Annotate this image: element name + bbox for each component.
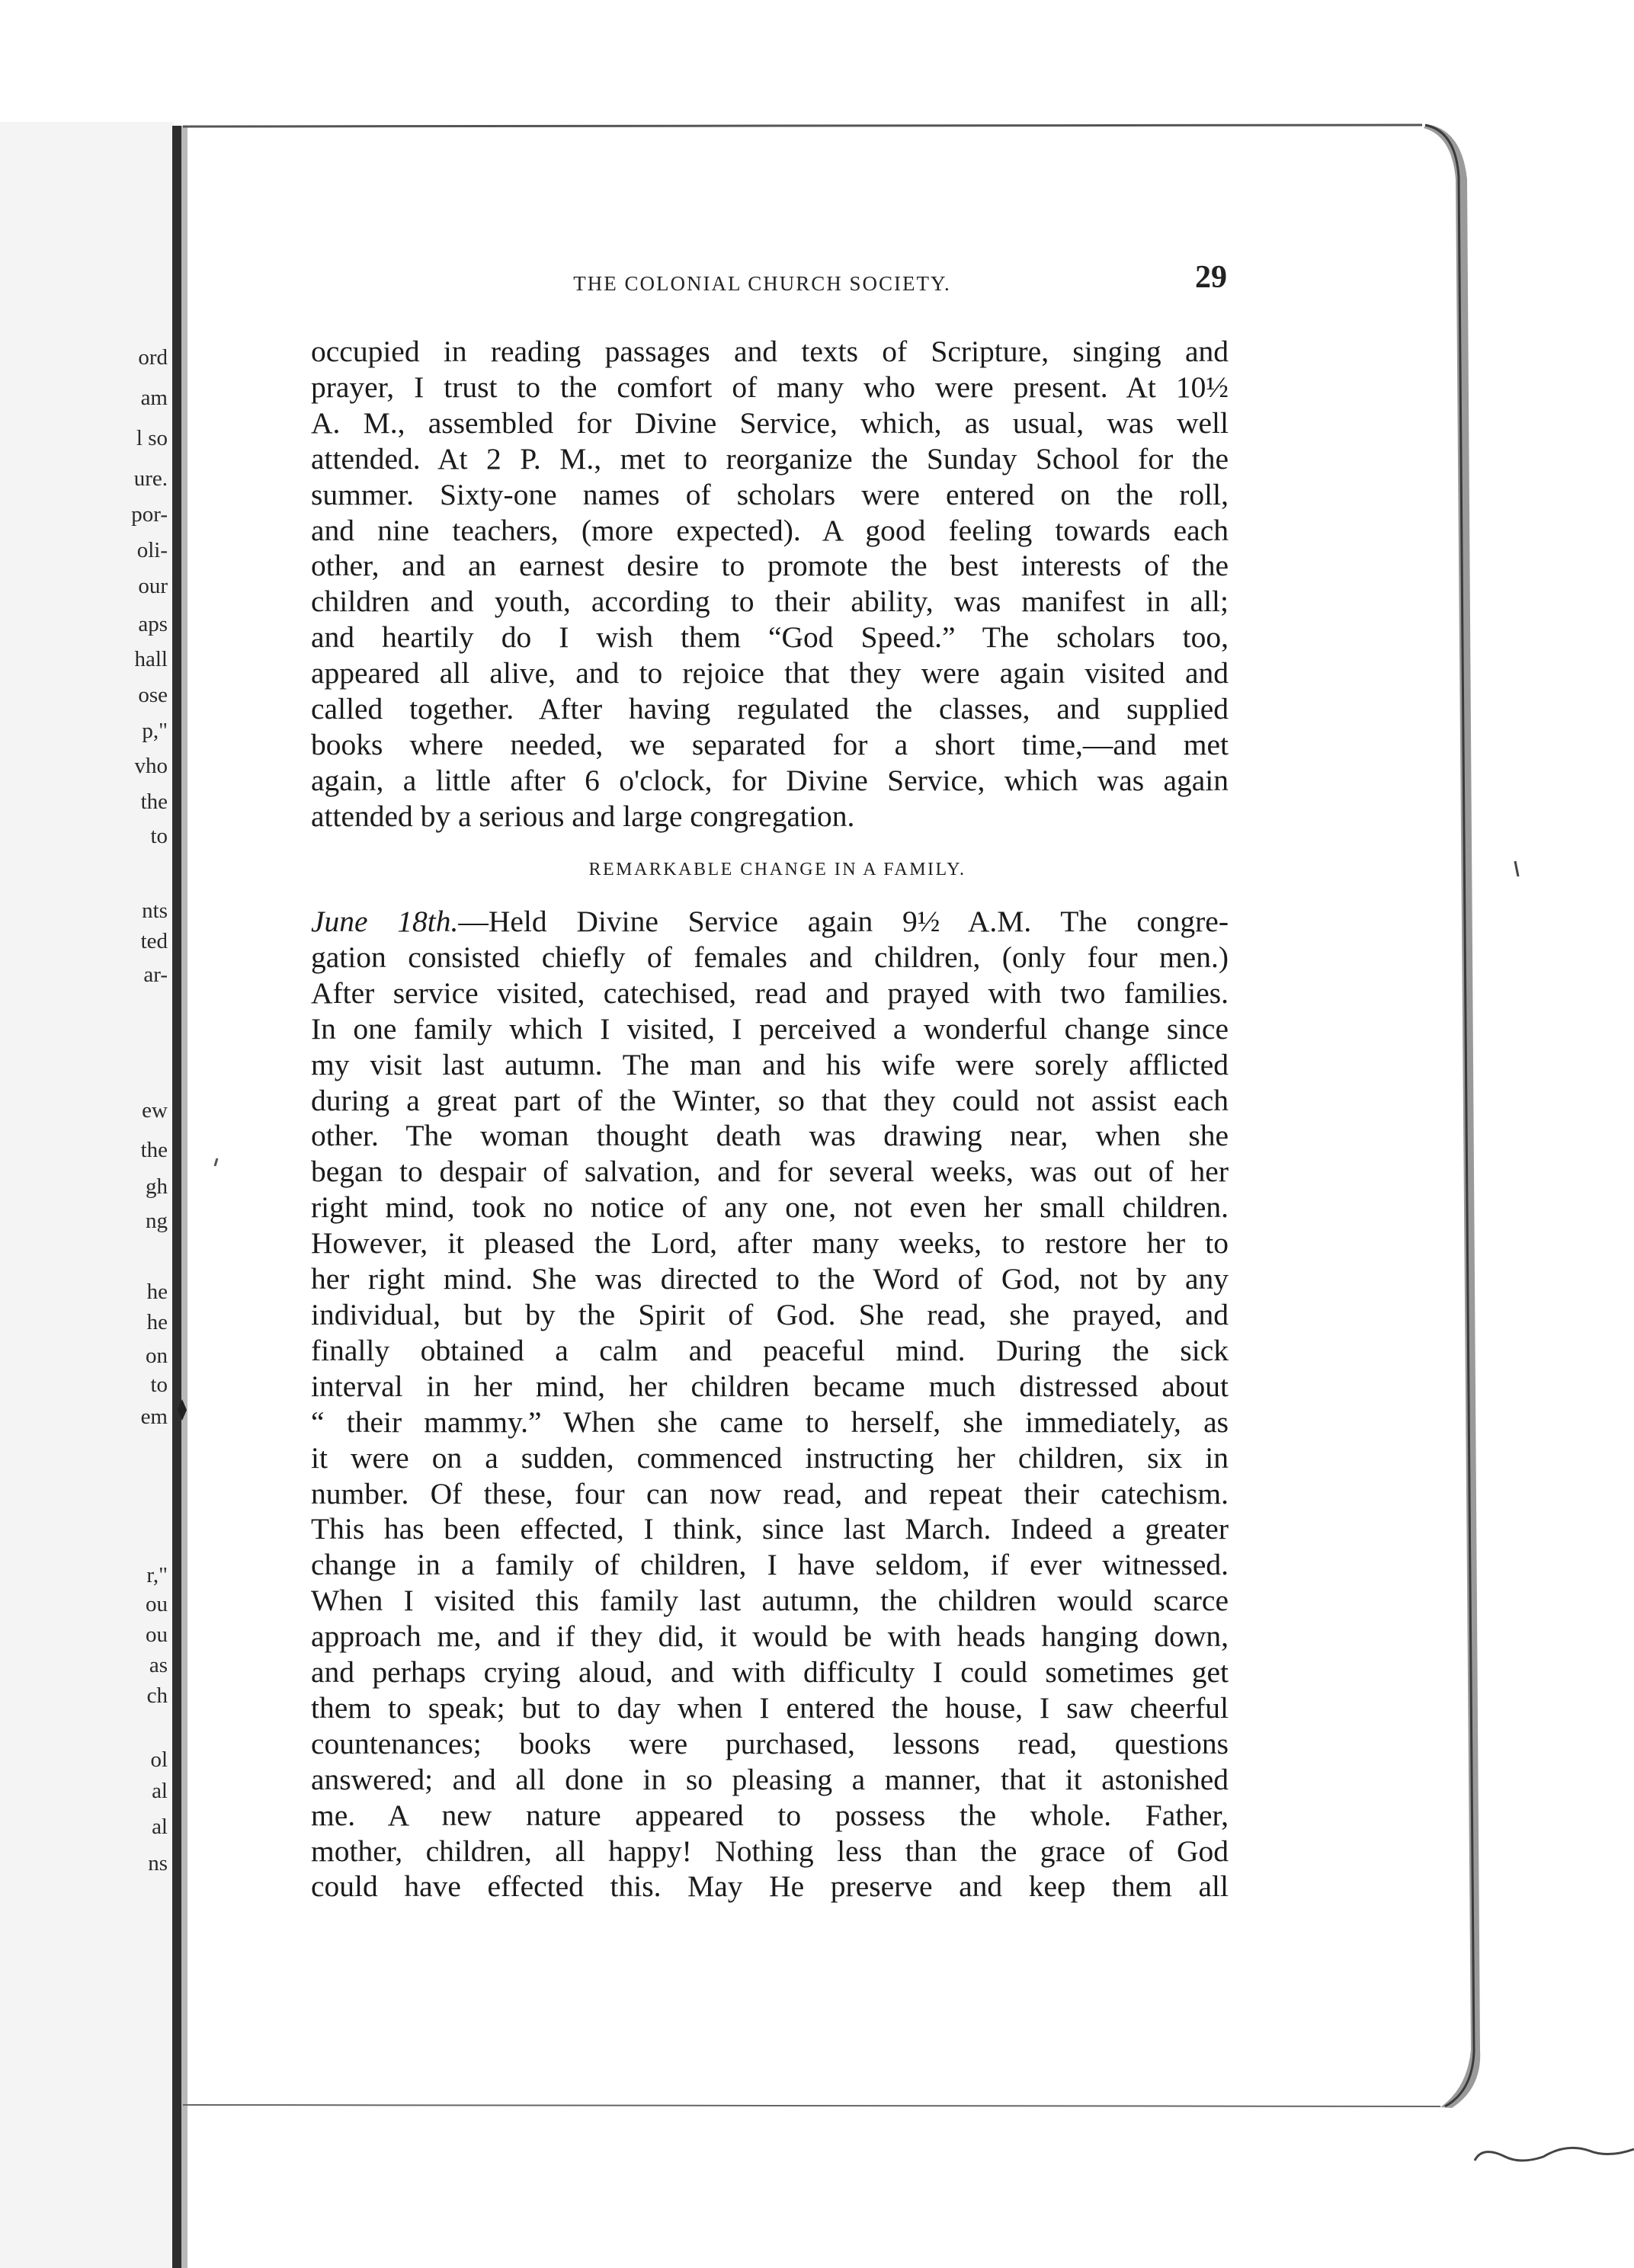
- left-page-text-fragment: the: [140, 790, 168, 814]
- left-page-text-fragment: gh: [146, 1174, 168, 1199]
- left-page-text-fragment: por-: [131, 502, 168, 527]
- first-line-text: —Held Divine Service again 9½ A.M. The congre-: [458, 905, 1229, 938]
- left-page-text-fragment: as: [149, 1653, 168, 1677]
- left-page-text-fragment: ar-: [143, 963, 168, 987]
- text-line: it were on a sudden, commenced instructing her children, six in: [311, 1440, 1229, 1475]
- bottom-edge: [183, 2105, 1440, 2106]
- text-line: approach me, and if they did, it would be with heads hanging down,: [311, 1619, 1229, 1654]
- text-line: again, a little after 6 o'clock, for Divine Service, which was again: [311, 763, 1229, 797]
- text-line: finally obtained a calm and peaceful mind. During the sick: [311, 1333, 1229, 1367]
- left-page-text-fragment: to: [150, 1373, 168, 1397]
- text-line: books where needed, we separated for a short time,—and met: [311, 727, 1229, 761]
- left-page-text-fragment: ted: [140, 929, 168, 953]
- text-line: attended. At 2 P. M., met to reorganize the Sunday School for the: [311, 441, 1229, 476]
- text-line: occupied in reading passages and texts of Scripture, singing and: [311, 335, 1229, 368]
- left-page-text-fragment: l so: [136, 426, 168, 450]
- left-page-text-fragment: hall: [134, 647, 168, 671]
- left-page-text-fragment: em: [140, 1405, 168, 1429]
- text-line: children and youth, according to their ability, was manifest in all;: [311, 585, 1229, 619]
- left-page-text-fragment: ol: [150, 1747, 168, 1772]
- text-line: her right mind. She was directed to the Word of God, not by any: [311, 1262, 1229, 1296]
- text-line: could have effected this. May He preserve and keep them all: [311, 1869, 1229, 1904]
- left-page-text-fragment: ou: [146, 1623, 168, 1647]
- text-line: After service visited, catechised, read and prayed with two families.: [311, 975, 1229, 1010]
- text-line: summer. Sixty-one names of scholars were entered on the roll,: [311, 477, 1229, 511]
- left-page-text-fragment: oli-: [136, 538, 168, 562]
- text-line: When I visited this family last autumn, the children would scarce: [311, 1584, 1229, 1618]
- left-page-text-fragment: p,": [142, 719, 168, 743]
- text-line: and heartily do I wish them “God Speed.” The scholars too,: [311, 620, 1229, 655]
- text-line: other, and an earnest desire to promote the best interests of the: [311, 549, 1229, 583]
- text-line: right mind, took no notice of any one, not even her small children.: [311, 1190, 1229, 1225]
- left-page-text-fragment: am: [140, 386, 168, 410]
- left-page-text-fragment: ord: [138, 345, 168, 370]
- scan-scribble: [1475, 2148, 1634, 2161]
- text-line: me. A new nature appeared to possess the whole. Father,: [311, 1798, 1229, 1832]
- text-line: and nine teachers, (more expected). A good feeling towards each: [311, 513, 1229, 547]
- text-line: interval in her mind, her children became much distressed about: [311, 1369, 1229, 1403]
- running-head: THE COLONIAL CHURCH SOCIETY.: [573, 272, 951, 295]
- entry-date: June 18th.: [311, 905, 459, 938]
- text-line: This has been effected, I think, since last March. Indeed a greater: [311, 1512, 1229, 1546]
- left-page-text-fragment: vho: [134, 754, 168, 778]
- left-page-text-fragment: to: [150, 824, 168, 848]
- paragraph-first-line: [311, 904, 1229, 940]
- text-line: other. The woman thought death was drawing near, when she: [311, 1119, 1229, 1153]
- text-line: “ their mammy.” When she came to herself, she immediately, as: [311, 1405, 1229, 1439]
- text-line: prayer, I trust to the comfort of many who were present. At 10½: [311, 370, 1229, 404]
- text-line: began to despair of salvation, and for several weeks, was out of her: [311, 1155, 1229, 1189]
- page-number: 29: [1195, 260, 1227, 295]
- left-page-text-fragment: ns: [148, 1851, 168, 1876]
- left-page-text-fragment: our: [138, 574, 168, 598]
- text-line: In one family which I visited, I perceived a wonderful change since: [311, 1011, 1229, 1046]
- text-line: my visit last autumn. The man and his wife were sorely afflicted: [311, 1047, 1229, 1081]
- text-line: change in a family of children, I have seldom, if ever witnessed.: [311, 1548, 1229, 1582]
- text-line: number. Of these, four can now read, and repeat their catechism.: [311, 1476, 1229, 1510]
- text-line: during a great part of the Winter, so that they could not assist each: [311, 1083, 1229, 1117]
- left-page-text-fragment: on: [146, 1344, 168, 1368]
- left-page-text-fragment: al: [152, 1779, 168, 1803]
- text-line: A. M., assembled for Divine Service, which, as usual, was well: [311, 405, 1229, 440]
- paragraph-june-18: [311, 904, 1229, 1904]
- text-line: them to speak; but to day when I entered the house, I saw cheerful: [311, 1690, 1229, 1725]
- top-edge: [183, 125, 1422, 127]
- left-page-text-fragment: he: [146, 1280, 168, 1304]
- left-page-text-fragment: ose: [138, 683, 168, 707]
- left-page-text-fragment: the: [140, 1138, 168, 1162]
- text-line: attended by a serious and large congregation.: [311, 799, 855, 833]
- left-page-fragment: [0, 0, 175, 2268]
- left-page-text-fragment: ng: [146, 1209, 168, 1233]
- text-line: appeared all alive, and to rejoice that they were again visited and: [311, 656, 1229, 690]
- text-line: However, it pleased the Lord, after many weeks, to restore her to: [311, 1226, 1229, 1261]
- left-page-text-fragment: r,": [146, 1563, 168, 1587]
- left-page-text-fragment: aps: [138, 612, 168, 636]
- left-page-text-fragment: ch: [146, 1683, 168, 1708]
- text-line: answered; and all done in so pleasing a manner, that it astonished: [311, 1762, 1229, 1796]
- text-line: called together. After having regulated the classes, and supplied: [311, 692, 1229, 726]
- scan-speck: [1515, 861, 1518, 876]
- left-page-text-fragment: al: [152, 1815, 168, 1839]
- text-line: mother, children, all happy! Nothing less than the grace of God: [311, 1834, 1229, 1868]
- left-page-text-fragment: ou: [146, 1592, 168, 1616]
- text-line: individual, but by the Spirit of God. She read, she prayed, and: [311, 1297, 1229, 1331]
- text-line: and perhaps crying aloud, and with difficulty I could sometimes get: [311, 1655, 1229, 1690]
- text-line: countenances; books were purchased, lessons read, questions: [311, 1726, 1229, 1760]
- left-page-text-fragment: ure.: [133, 466, 168, 491]
- text-line: gation consisted chiefly of females and children, (only four men.): [311, 940, 1229, 974]
- left-page-text-fragment: he: [146, 1310, 168, 1334]
- paragraph-continuation: [311, 334, 1229, 834]
- left-page-text-fragment: nts: [142, 899, 168, 923]
- left-page-text-fragment: ew: [142, 1098, 168, 1123]
- gutter-shadow: [181, 126, 187, 2268]
- section-heading: REMARKABLE CHANGE IN A FAMILY.: [588, 860, 966, 879]
